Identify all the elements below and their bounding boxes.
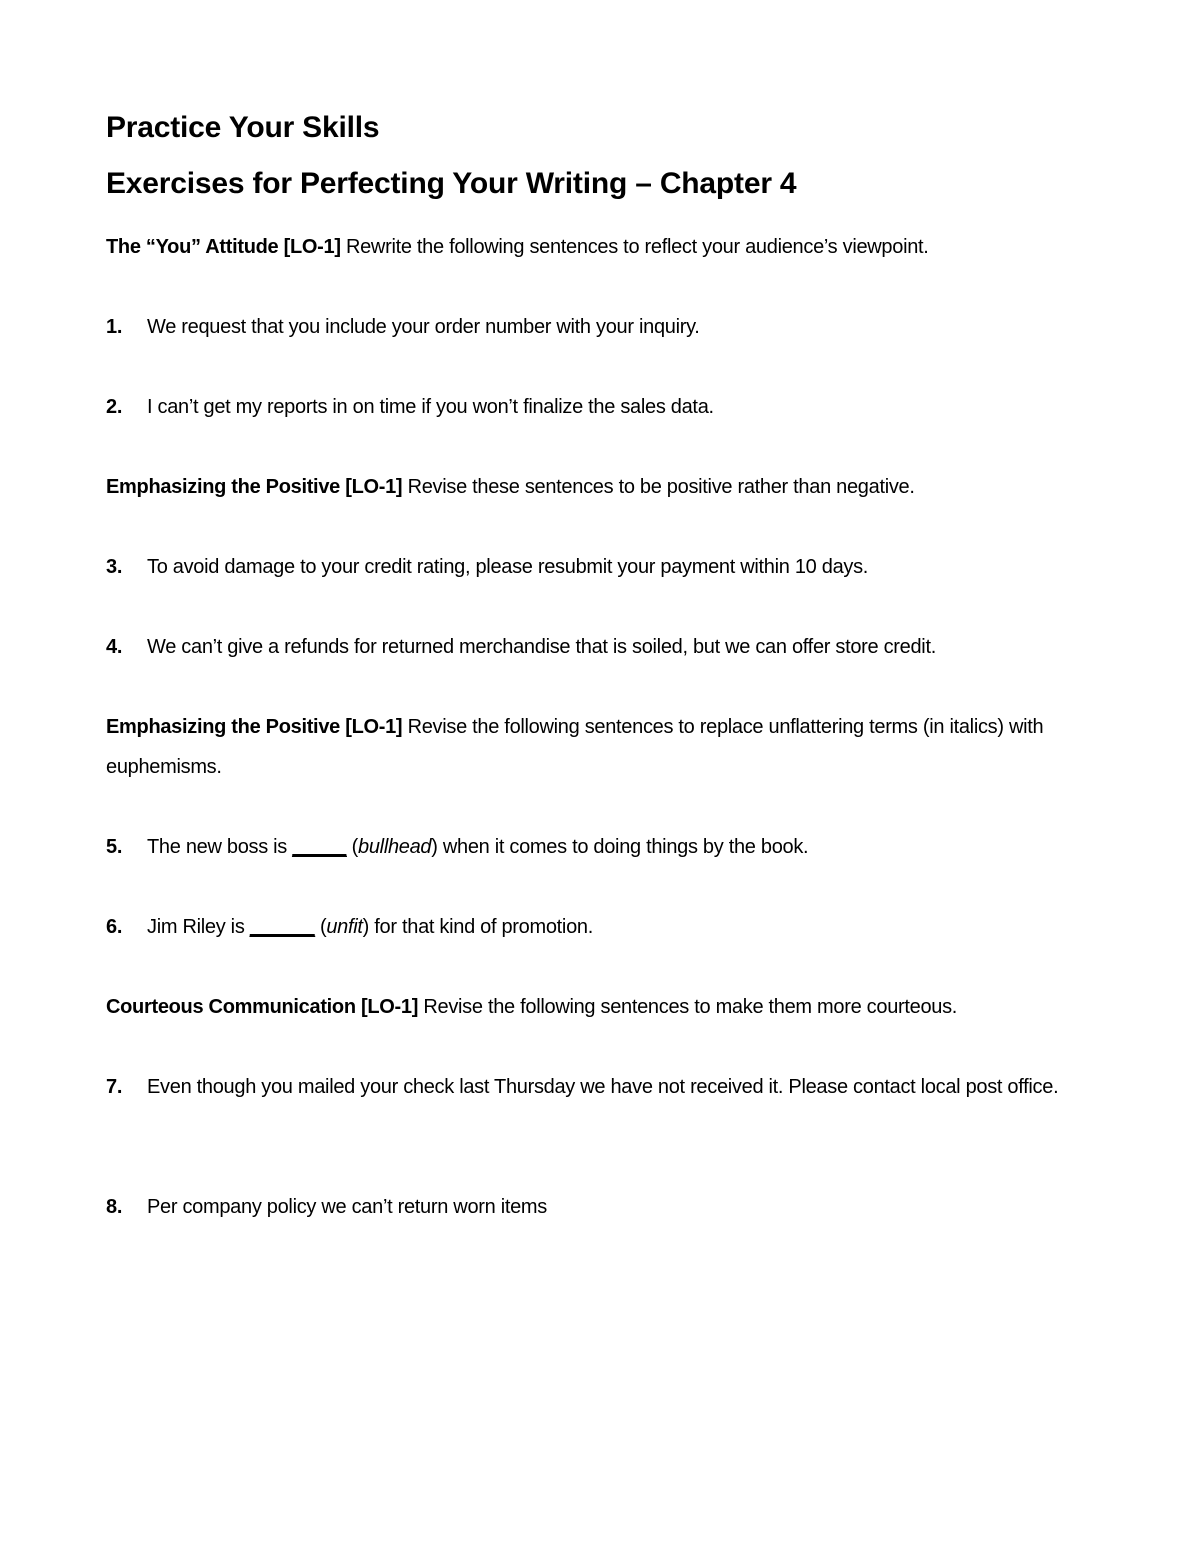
item-text (106, 907, 1086, 947)
section-you-attitude (106, 227, 1086, 267)
italic-term: unfit (326, 916, 363, 938)
item-text: We can’t give a refunds for returned merchandise that is soiled, but we can offer store credit. (147, 636, 936, 658)
item-number: 6. (106, 916, 123, 938)
exercise-item-5 (106, 827, 1086, 867)
exercise-item-2 (106, 387, 1086, 427)
item-text: Per company policy we can’t return worn items (147, 1196, 547, 1218)
item-number: 7. (106, 1076, 123, 1098)
item-text: To avoid damage to your credit rating, please resubmit your payment within 10 days. (147, 556, 869, 578)
item-text: I can’t get my reports in on time if you won’t finalize the sales data. (147, 396, 714, 418)
item-number: 3. (106, 556, 123, 578)
item-text (106, 827, 1086, 867)
section-heading: Courteous Communication [LO-1] (106, 996, 419, 1018)
item-text-before: Jim Riley is (147, 916, 250, 938)
section-emphasizing-positive-2 (106, 707, 1056, 787)
exercise-item-8 (106, 1187, 1086, 1227)
page-subtitle: Exercises for Perfecting Your Writing – Chapter 4 (106, 167, 797, 200)
section-instruction: Revise the following sentences to replace unflattering terms (in italics) with euphemisms. (106, 716, 1044, 778)
item-text: We request that you include your order number with your inquiry. (147, 316, 700, 338)
section-instruction: Revise these sentences to be positive rather than negative. (407, 476, 915, 498)
item-number: 1. (106, 316, 123, 338)
open-paren: ( (314, 916, 327, 938)
page-title: Practice Your Skills (106, 111, 380, 144)
item-text-after: ) when it comes to doing things by the book. (431, 836, 809, 858)
section-instruction: Rewrite the following sentences to reflect your audience’s viewpoint. (345, 236, 929, 258)
item-text: Even though you mailed your check last Thursday we have not received it. Please contact local post office. (147, 1076, 1059, 1098)
section-heading: Emphasizing the Positive [LO-1] (106, 716, 403, 738)
item-number: 4. (106, 636, 123, 658)
italic-term: bullhead (358, 836, 432, 858)
item-text-before: The new boss is (147, 836, 293, 858)
section-heading: Emphasizing the Positive [LO-1] (106, 476, 403, 498)
exercise-item-3 (106, 547, 1086, 587)
exercise-item-7 (106, 1067, 1066, 1107)
answer-blank: _____ (292, 836, 347, 858)
section-heading: The “You” Attitude [LO-1] (106, 236, 341, 258)
exercise-item-4 (106, 627, 1086, 667)
section-instruction: Revise the following sentences to make them more courteous. (423, 996, 958, 1018)
item-text-after: ) for that kind of promotion. (362, 916, 593, 938)
section-courteous-communication (106, 987, 1086, 1027)
exercise-item-1 (106, 307, 1086, 347)
exercise-item-6 (106, 907, 1086, 947)
item-number: 2. (106, 396, 123, 418)
open-paren: ( (346, 836, 359, 858)
section-emphasizing-positive-1 (106, 467, 1086, 507)
item-number: 8. (106, 1196, 123, 1218)
answer-blank: ______ (249, 916, 315, 938)
item-number: 5. (106, 836, 123, 858)
